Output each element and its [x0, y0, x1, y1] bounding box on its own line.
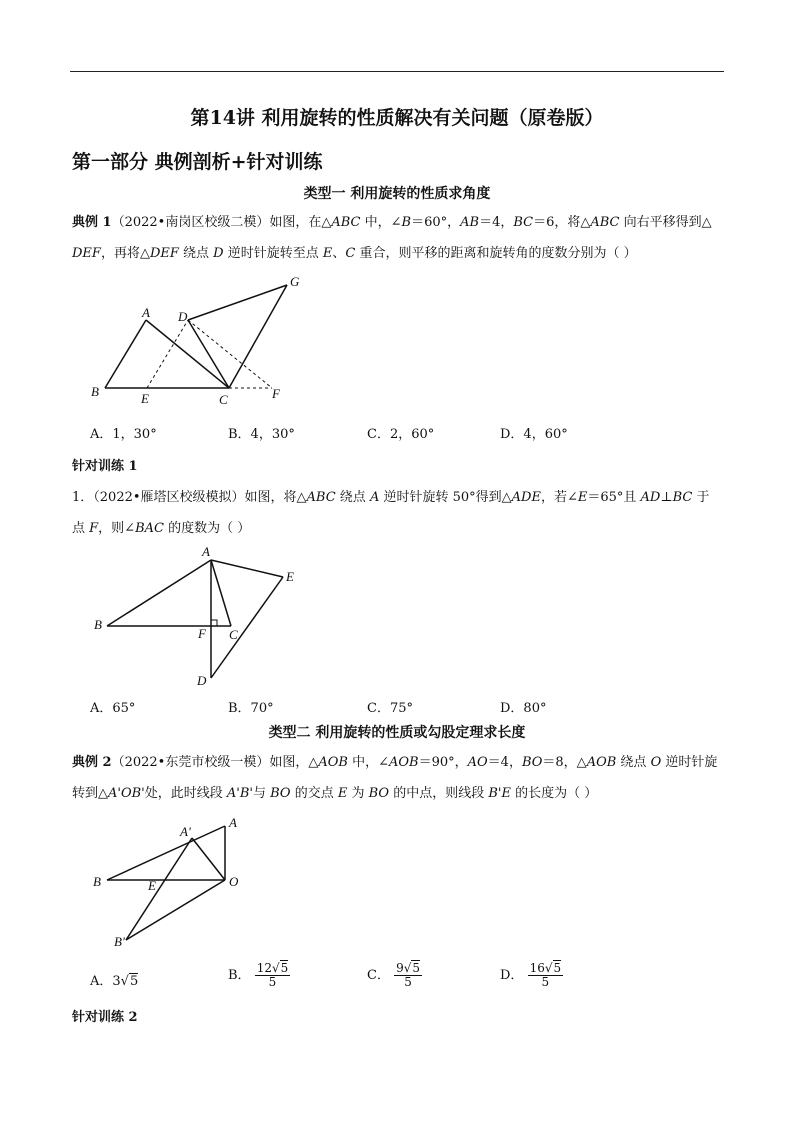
example1-line1: 典例 1（2022•南岗区校级二模）如图，在△ABC 中，∠B＝60°，AB＝4，BC＝6，将△ABC 向右平移得到△ — [72, 215, 712, 230]
ex2-option-b[interactable]: B． $\frac{12√5}{5}$ — [228, 961, 289, 989]
training2-heading: 针对训练 2 — [72, 1010, 138, 1025]
segment-B1O — [126, 880, 225, 940]
example1-line2: DEF，再将△DEF 绕点 D 逆时针旋转至点 E、C 重合，则平移的距离和旋转角的度数分别为（ ） — [72, 246, 637, 261]
example2-label: 典例 2 — [72, 755, 112, 770]
ex1-option-c[interactable]: C．2，60° — [367, 427, 435, 442]
ex1-option-d[interactable]: D．4，60° — [500, 427, 568, 442]
train1-option-c[interactable]: C．75° — [367, 701, 413, 716]
example1-label: 典例 1 — [72, 215, 112, 230]
label-E: E — [148, 878, 156, 893]
label-D: D — [178, 309, 188, 324]
training1-line2: 点 F，则∠BAC 的度数为（ ） — [72, 521, 251, 536]
label-E: E — [286, 569, 294, 584]
train1-option-b[interactable]: B．70° — [228, 701, 274, 716]
training1-line1: 1．（2022•雁塔区校级模拟）如图，将△ABC 绕点 A 逆时针旋转 50°得到△ADE，若∠E＝65°且 AD⊥BC 于 — [72, 490, 710, 505]
label-C: C — [219, 392, 228, 407]
label-A: A — [229, 815, 237, 830]
ex1-option-a[interactable]: A．1，30° — [90, 427, 157, 442]
type2-heading: 类型二 利用旋转的性质或勾股定理求长度 — [268, 725, 526, 741]
type1-heading: 类型一 利用旋转的性质求角度 — [303, 186, 491, 202]
ex2-option-c[interactable]: C． $\frac{9√5}{5}$ — [367, 961, 421, 989]
segment-BA — [107, 826, 225, 880]
label-B: B — [93, 874, 101, 889]
label-C: C — [229, 627, 238, 642]
label-B: B — [91, 384, 99, 399]
example2-line2: 转到△A'OB'处，此时线段 A'B'与 BO 的交点 E 为 BO 的中点，则线段 B'E 的长度为（ ） — [72, 786, 598, 801]
training1-heading: 针对训练 1 — [72, 459, 138, 474]
ex1-option-b[interactable]: B．4，30° — [228, 427, 295, 442]
label-F: F — [272, 386, 280, 401]
part-heading: 第一部分 典例剖析+针对训练 — [72, 151, 323, 173]
train1-option-a[interactable]: A．65° — [90, 701, 136, 716]
example2-line1: 典例 2（2022•东莞市校级一模）如图，△AOB 中，∠AOB＝90°，AO＝4，BO＝8，△AOB 绕点 O 逆时针旋 — [72, 755, 718, 770]
page-title: 第14讲 利用旋转的性质解决有关问题（原卷版） — [190, 107, 604, 129]
ex2-option-a[interactable]: A．3√5 — [90, 974, 139, 989]
segment-A1O — [192, 838, 225, 880]
label-A: A — [202, 544, 210, 559]
label-D: D — [197, 673, 207, 688]
label-B-prime: B' — [114, 934, 125, 949]
train1-option-d[interactable]: D．80° — [500, 701, 547, 716]
ex2-option-d[interactable]: D． $\frac{16√5}{5}$ — [500, 961, 562, 989]
label-B: B — [94, 617, 102, 632]
segment-A1B1 — [126, 838, 192, 940]
label-A: A — [142, 305, 150, 320]
label-O: O — [229, 874, 239, 889]
label-F: F — [198, 626, 206, 641]
label-E: E — [141, 391, 149, 406]
label-A-prime: A' — [180, 824, 191, 839]
label-G: G — [290, 274, 300, 289]
